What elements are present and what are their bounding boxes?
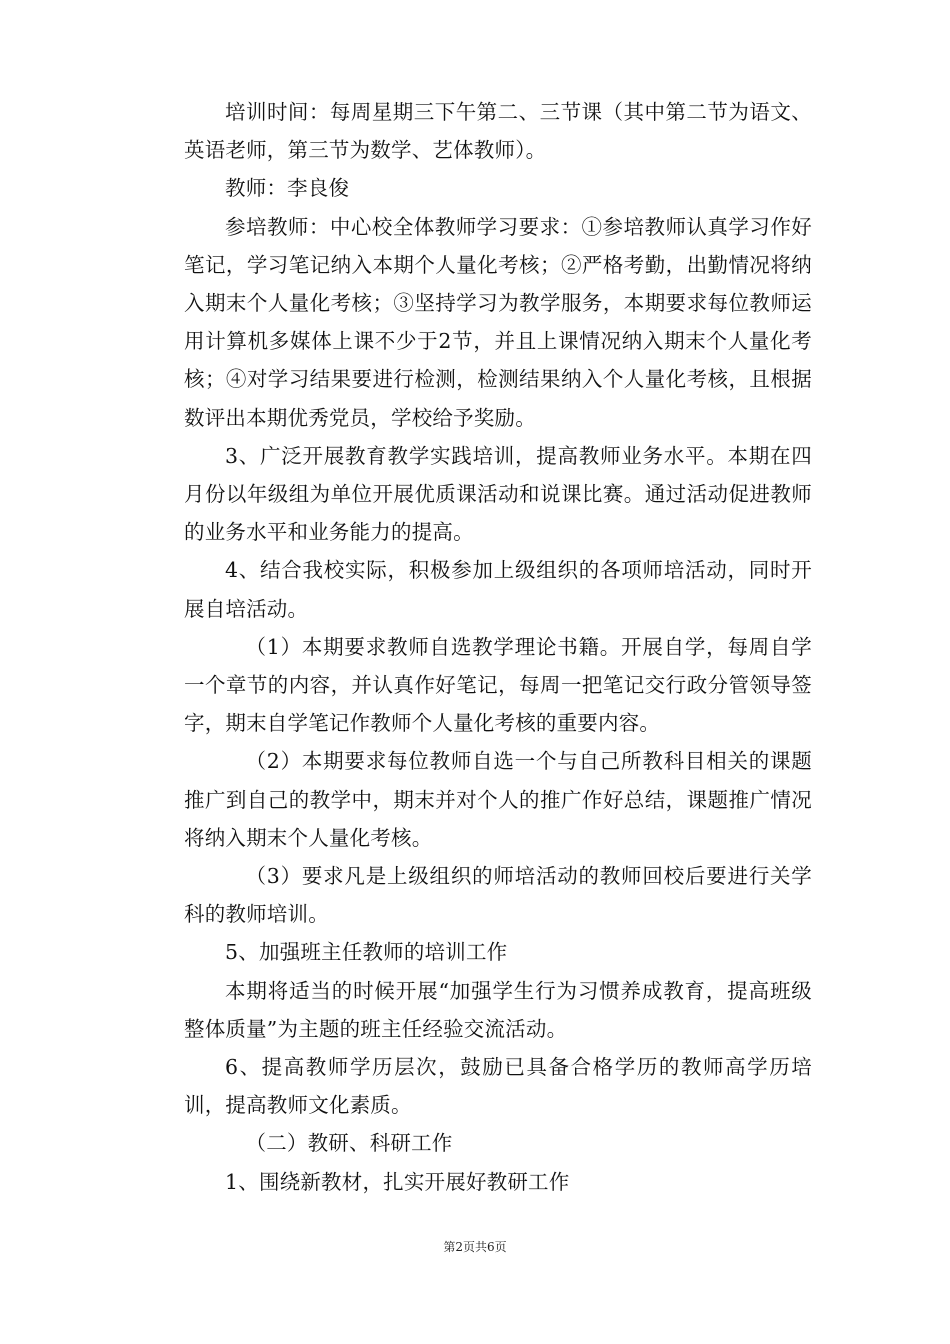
section-heading-research: （二）教研、科研工作 xyxy=(245,1131,453,1156)
document-body xyxy=(184,93,812,1201)
paragraph-subitem-3: （3）要求凡是上级组织的师培活动的教师回校后要进行关学科的教师培训。 xyxy=(184,864,812,927)
paragraph-item-3: 3、广泛开展教育教学实践培训，提高教师业务水平。本期在四月份以年级组为单位开展优质课活动和说课比赛。通过活动促进教师的业务水平和业务能力的提高。 xyxy=(184,443,812,545)
paragraph-item-6: 6、提高教师学历层次，鼓励已具备合格学历的教师高学历培训，提高教师文化素质。 xyxy=(184,1055,812,1118)
paragraph-item-5: 5、加强班主任教师的培训工作 xyxy=(225,940,508,965)
paragraph-participants: 参培教师：中心校全体教师学习要求：①参培教师认真学习作好笔记，学习笔记纳入本期个人量化考核；②严格考勤，出勤情况将纳入期末个人量化考核；③坚持学习为教学服务，本期要求每位教师运用计算机多媒体上课不少于2节，并且上课情况纳入期末个人量化考核；④对学习结果要进行检测，检测结果纳入个人量化考核，且根据数评出本期优秀党员，学校给予奖励。 xyxy=(184,214,812,430)
paragraph-item-5-detail: 本期将适当的时候开展“加强学生行为习惯养成教育，提高班级整体质量”为主题的班主任经验交流活动。 xyxy=(184,978,812,1041)
paragraph-subitem-2: （2）本期要求每位教师自选一个与自己所教科目相关的课题推广到自己的教学中，期末并对个人的推广作好总结，课题推广情况将纳入期末个人量化考核。 xyxy=(184,749,812,850)
paragraph-item-4: 4、结合我校实际，积极参加上级组织的各项师培活动，同时开展自培活动。 xyxy=(184,558,812,621)
paragraph-research-item-1: 1、围绕新教材，扎实开展好教研工作 xyxy=(225,1169,570,1194)
paragraph-subitem-1: （1）本期要求教师自选教学理论书籍。开展自学，每周自学一个章节的内容，并认真作好笔记，每周一把笔记交行政分管领导签字，期末自学笔记作教师个人量化考核的重要内容。 xyxy=(184,634,812,736)
paragraph-training-time: 培训时间：每周星期三下午第二、三节课（其中第二节为语文、英语老师，第三节为数学、艺体教师）。 xyxy=(184,100,812,163)
page-number-footer: 第2页共6页 xyxy=(443,1240,507,1254)
paragraph-teacher: 教师：李良俊 xyxy=(225,176,350,201)
